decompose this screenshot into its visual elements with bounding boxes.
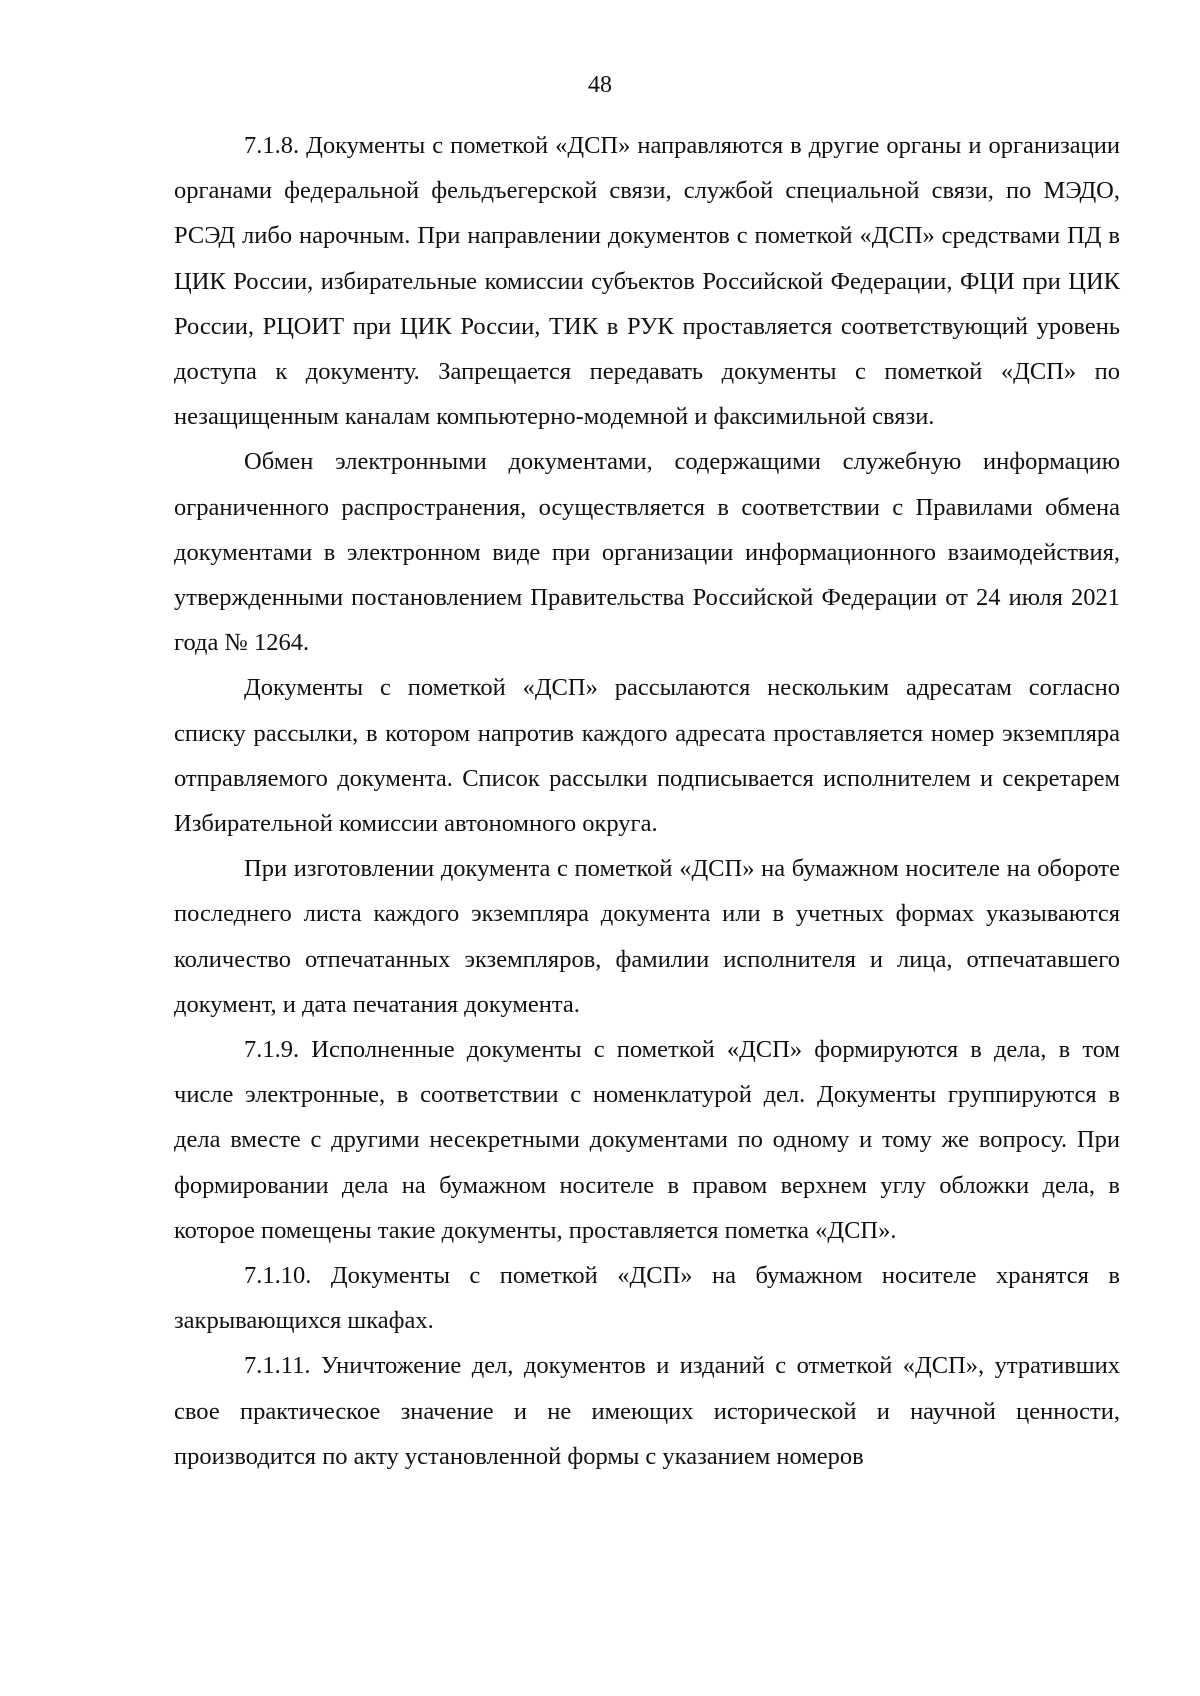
page-number: 48 xyxy=(588,72,612,98)
paragraph-7-1-9: 7.1.9. Исполненные документы с пометкой «ДСП» формируются в дела, в том числе электронные, в соответствии с номенклатурой дел. Документы группируются в дела вместе с другими несекретными документами по одному и тому же вопросу. При формировании дела на бумажном носителе в правом верхнем углу обложки дела, в которое помещены такие документы, проставляется пометка «ДСП». xyxy=(174,1036,1120,1244)
paragraph-7-1-10: 7.1.10. Документы с пометкой «ДСП» на бумажном носителе хранятся в закрывающихся шкафах. xyxy=(174,1262,1120,1335)
paragraph-paper-production: При изготовлении документа с пометкой «ДСП» на бумажном носителе на обороте последнего листа каждого экземпляра документа или в учетных формах указываются количество отпечатанных экземпляров, фамилии исполнителя и лица, отпечатавшего документ, и дата печатания документа. xyxy=(174,855,1120,1018)
document-body xyxy=(174,123,1120,1479)
paragraph-7-1-11: 7.1.11. Уничтожение дел, документов и изданий с отметкой «ДСП», утративших свое практическое значение и не имеющих исторической и научной ценности, производится по акту установленной формы с указанием номеров xyxy=(174,1352,1120,1470)
paragraph-7-1-8: 7.1.8. Документы с пометкой «ДСП» направляются в другие органы и организации органами федеральной фельдъегерской связи, службой специальной связи, по МЭДО, РСЭД либо нарочным. При направлении документов с пометкой «ДСП» средствами ПД в ЦИК России, избирательные комиссии субъектов Российской Федерации, ФЦИ при ЦИК России, РЦОИТ при ЦИК России, ТИК в РУК проставляется соответствующий уровень доступа к документу. Запрещается передавать документы с пометкой «ДСП» по незащищенным каналам компьютерно-модемной и факсимильной связи. xyxy=(174,132,1120,431)
paragraph-electronic-exchange: Обмен электронными документами, содержащими служебную информацию ограниченного распространения, осуществляется в соответствии с Правилами обмена документами в электронном виде при организации информационного взаимодействия, утвержденными постановлением Правительства Российской Федерации от 24 июля 2021 года № 1264. xyxy=(174,448,1120,657)
paragraph-distribution-list: Документы с пометкой «ДСП» рассылаются нескольким адресатам согласно списку рассылки, в котором напротив каждого адресата проставляется номер экземпляра отправляемого документа. Список рассылки подписывается исполнителем и секретарем Избирательной комиссии автономного округа. xyxy=(174,674,1120,838)
